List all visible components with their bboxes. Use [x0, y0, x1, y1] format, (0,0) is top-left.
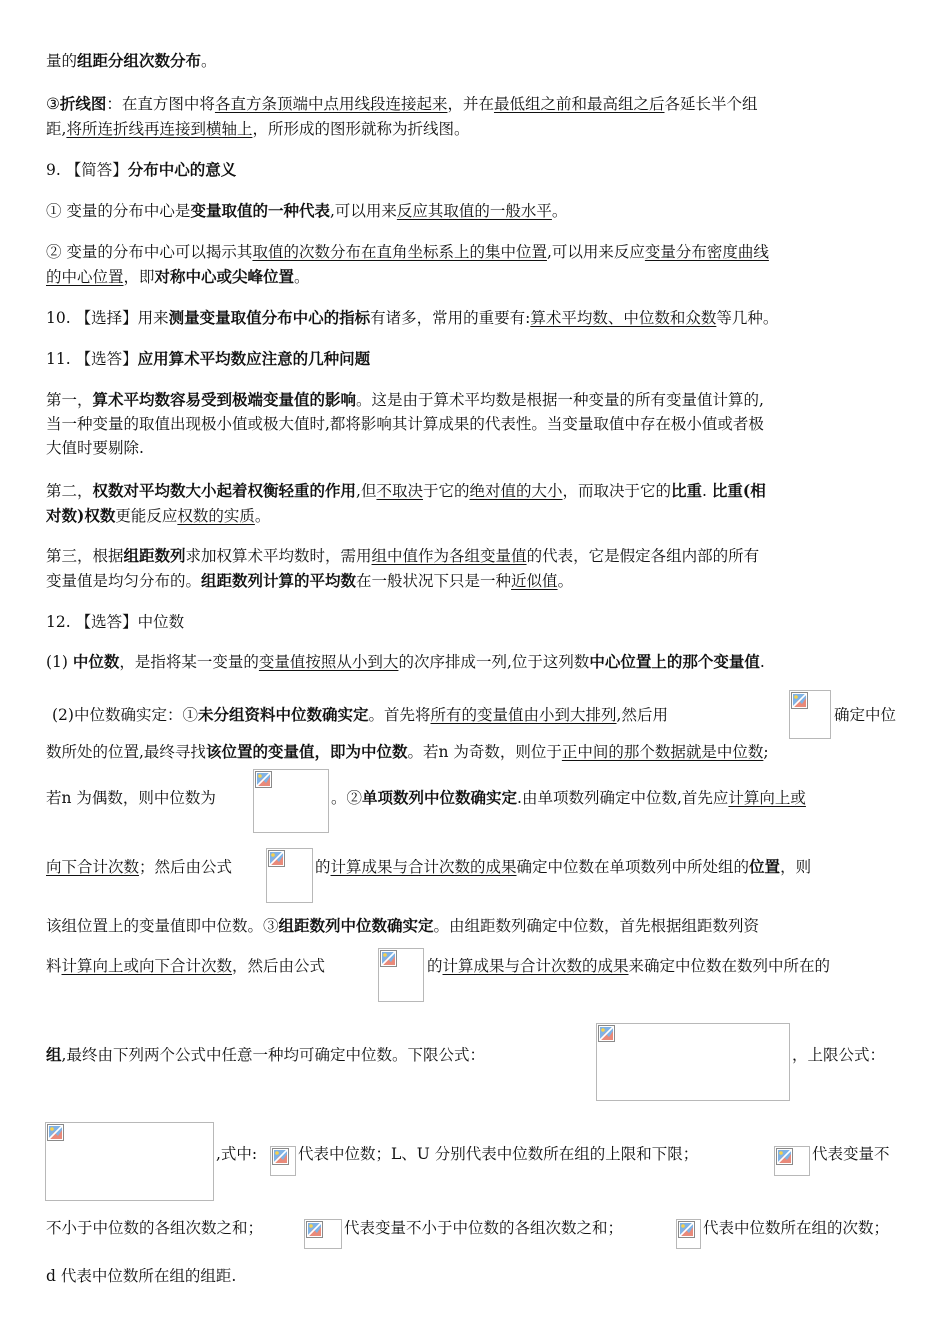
- underlined: 各直方条顶端中点用线段连接起来: [214, 95, 448, 113]
- term: 未分组资料中位数确实定: [197, 705, 369, 724]
- broken-image-icon: [47, 1124, 64, 1141]
- term: 单项数列中位数确实定: [362, 788, 518, 807]
- text: 数所处的位置,最终寻找: [46, 743, 206, 761]
- term: 权数对平均数大小起着权衡轻重的作用: [92, 481, 357, 500]
- term: 变量取值的一种代表: [190, 201, 330, 220]
- line-21: [46, 788, 216, 808]
- text: ，所形成的图形就称为折线图。: [252, 120, 470, 138]
- underlined: 计算向上或: [728, 789, 806, 807]
- line-15: [46, 546, 759, 566]
- underlined: 绝对值的大小: [469, 482, 563, 500]
- text: 的代表，它是假定各组内部的所有: [526, 547, 760, 565]
- text: 第二，: [46, 482, 93, 500]
- line-6: [46, 242, 769, 262]
- underlined: 计算成果与合计次数的成果: [442, 957, 629, 975]
- text: 该组位置上的变量值即中位数。③: [46, 917, 279, 935]
- line-12: [46, 438, 144, 458]
- text: 第三，根据: [46, 547, 124, 565]
- underlined: 最低组之前和最高组之后: [493, 95, 665, 113]
- text: 的: [315, 858, 331, 876]
- term: 中位数: [72, 652, 120, 671]
- line-25-cont: [792, 1045, 885, 1065]
- text: ,可以用来: [329, 202, 397, 220]
- section-10: [46, 308, 778, 328]
- text: ③: [46, 95, 60, 113]
- text: 。: [254, 507, 271, 525]
- broken-image-icon: [678, 1221, 695, 1238]
- line-22-cont: [315, 857, 811, 877]
- line-24: [46, 956, 325, 976]
- term: 算术平均数容易受到极端变量值的影响: [92, 390, 357, 409]
- text: .: [702, 482, 712, 500]
- broken-image-icon: [791, 692, 808, 709]
- text: 代表变量不小于中位数的各组次数之和；: [344, 1219, 624, 1237]
- line-25: [46, 1045, 485, 1065]
- line-19-end: [834, 705, 896, 725]
- term: 测量变量取值分布中心的指标: [168, 308, 371, 327]
- term: 组: [46, 1045, 62, 1064]
- text: d 代表中位数所在组的组距.: [46, 1267, 237, 1285]
- text: 12. 【选答】中位数: [46, 613, 185, 631]
- text: 各延长半个组: [664, 95, 758, 113]
- text: 若n 为偶数，则中位数为: [46, 789, 216, 807]
- term: 折线图: [59, 94, 107, 113]
- text: 料: [46, 957, 62, 975]
- term: 对称中心或尖峰位置: [154, 267, 295, 286]
- text: 确定中位数在单项数列中所处组的: [516, 858, 750, 876]
- line-5: [46, 201, 567, 221]
- term: 对数)权数: [46, 506, 116, 525]
- text: .: [759, 653, 765, 671]
- text: 不小于中位数的各组次数之和；: [46, 1219, 264, 1237]
- underlined: 取值的次数分布在直角坐标系上的集中位置: [252, 243, 547, 261]
- broken-image-icon: [380, 950, 397, 967]
- underlined: 算术平均数、中位数和众数: [530, 309, 717, 327]
- line-1: [46, 51, 217, 71]
- text: 于它的: [422, 482, 470, 500]
- line-2: [46, 94, 758, 114]
- text: ,式中:: [216, 1145, 258, 1163]
- underlined: 反应其取值的一般水平: [396, 202, 552, 220]
- upper-limit-formula-image: [45, 1122, 214, 1201]
- text: 。这是由于算术平均数是根据一种变量的所有变量值计算的,: [356, 391, 764, 409]
- term: 中心位置上的那个变量值: [589, 652, 760, 671]
- line-20: [46, 742, 769, 762]
- formula-image: [253, 769, 329, 833]
- text: 第一，: [46, 391, 93, 409]
- text: ，是指将某一变量的: [119, 653, 259, 671]
- text: 变量值是均匀分布的。: [46, 572, 202, 590]
- line-13: [46, 481, 766, 501]
- broken-image-icon: [272, 1148, 289, 1165]
- text: 代表中位数；L、U 分别代表中位数所在组的上限和下限；: [298, 1145, 699, 1163]
- text: 。由组距数列确定中位数，首先根据组距数列资: [433, 917, 760, 935]
- text: 。: [557, 572, 574, 590]
- term: 比重(相: [711, 481, 766, 500]
- underlined: 权数的实质: [177, 507, 255, 525]
- heading: 应用算术平均数应注意的几种问题: [137, 349, 371, 368]
- text: 当一种变量的取值出现极小值或极大值时,都将影响其计算成果的代表性。当变量取值中存在极小值或者极: [46, 415, 764, 433]
- underlined: 计算向上或向下合计次数: [61, 957, 233, 975]
- text: 10. 【选择】用来: [46, 309, 169, 327]
- symbol-image: [270, 1146, 296, 1176]
- text: ，则: [780, 858, 812, 876]
- underlined: 变量值按照从小到大: [258, 653, 399, 671]
- underlined: 正中间的那个数据就是中位数: [561, 743, 764, 761]
- line-26-end: [812, 1144, 890, 1164]
- text: ① 变量的分布中心是: [46, 202, 191, 220]
- underlined: 组中值作为各组变量值: [371, 547, 527, 565]
- line-28: [46, 1266, 236, 1286]
- text: 的: [427, 957, 443, 975]
- text: 9. 【简答】: [46, 161, 128, 179]
- text: 的次序排成一列,位于这列数: [398, 653, 590, 671]
- text: ，然后由公式: [232, 957, 326, 975]
- underlined: 向下合计次数: [46, 858, 140, 876]
- broken-image-icon: [776, 1148, 793, 1165]
- text: 。: [201, 52, 217, 70]
- underlined: 的中心位置: [46, 268, 124, 286]
- broken-image-icon: [598, 1025, 615, 1042]
- broken-image-icon: [306, 1221, 323, 1238]
- underlined: 变量分布密度曲线: [644, 243, 769, 261]
- text: ，上限公式：: [792, 1046, 886, 1064]
- broken-image-icon: [255, 771, 272, 788]
- lower-limit-formula-image: [596, 1023, 790, 1101]
- line-22: [46, 857, 232, 877]
- text: (2)中位数确实定：①: [52, 706, 198, 724]
- text: ：在直方图中将: [106, 95, 215, 113]
- line-27: [46, 1218, 263, 1238]
- text: 有诸多，常用的重要有:: [370, 309, 531, 327]
- line-26-cont: [298, 1144, 698, 1164]
- symbol-image: [304, 1219, 342, 1249]
- line-19: [52, 705, 668, 725]
- line-3: [46, 119, 469, 139]
- text: ，即: [123, 268, 155, 286]
- line-27-end: [703, 1218, 889, 1238]
- text: 距,: [46, 120, 67, 138]
- symbol-image: [774, 1146, 810, 1176]
- line-27-cont: [344, 1218, 623, 1238]
- text: .由单项数列确定中位数,首先应: [517, 789, 729, 807]
- symbol-image: [676, 1219, 701, 1249]
- formula-image: [378, 948, 424, 1002]
- underlined: 近似值: [511, 572, 558, 590]
- text: ,然后用: [616, 706, 668, 724]
- line-18: [46, 652, 765, 672]
- term: 组距数列中位数确实定: [278, 916, 434, 935]
- text: 。若n 为奇数，则位于: [407, 743, 562, 761]
- line-10: [46, 390, 764, 410]
- text: ；然后由公式: [139, 858, 233, 876]
- text: 确定中位: [834, 706, 897, 724]
- text: 量的: [46, 52, 78, 70]
- line-26: [216, 1144, 257, 1164]
- underlined: 计算成果与合计次数的成果: [330, 858, 517, 876]
- text: 大值时要剔除.: [46, 439, 144, 457]
- formula-image: [266, 848, 313, 903]
- text: 求加权算术平均数时，需用: [185, 547, 372, 565]
- text: 代表中位数所在组的次数；: [703, 1219, 890, 1237]
- underlined: 所有的变量值由小到大排列: [430, 706, 617, 724]
- heading: 分布中心的意义: [127, 160, 237, 179]
- text: ,可以用来反应: [546, 243, 645, 261]
- section-heading-11: [46, 349, 370, 369]
- text: 11. 【选答】: [46, 350, 138, 368]
- text: 来确定中位数在数列中所在的: [628, 957, 831, 975]
- text: 。首先将: [368, 706, 431, 724]
- text: ;: [763, 743, 769, 761]
- line-14: [46, 506, 270, 526]
- section-heading-9: [46, 160, 236, 180]
- term: 位置: [749, 857, 781, 876]
- line-24-cont: [427, 956, 830, 976]
- text: 。②: [331, 789, 363, 807]
- text: 。: [294, 268, 310, 286]
- line-16: [46, 571, 573, 591]
- line-21-cont: [331, 788, 806, 808]
- text: 。: [551, 202, 568, 220]
- term: 该位置的变量值，即为中位数: [205, 742, 408, 761]
- text: 在一般状况下只是一种: [356, 572, 512, 590]
- text: 代表变量不: [812, 1145, 890, 1163]
- text: ,最终由下列两个公式中任意一种均可确定中位数。下限公式：: [61, 1046, 485, 1064]
- line-7: [46, 267, 310, 287]
- section-heading-12: [46, 612, 184, 632]
- line-11: [46, 414, 764, 434]
- text: 更能反应: [115, 507, 178, 525]
- underlined: 不取决: [376, 482, 423, 500]
- formula-image: [789, 690, 831, 739]
- text: ,但: [356, 482, 377, 500]
- text: ② 变量的分布中心可以揭示其: [46, 243, 253, 261]
- term: 比重: [671, 481, 703, 500]
- term: 组距分组次数分布: [77, 51, 202, 70]
- term: 组距数列: [123, 546, 186, 565]
- text: 等几种。: [716, 309, 779, 327]
- text: ，并在: [447, 95, 494, 113]
- term: 组距数列计算的平均数: [201, 571, 357, 590]
- text: ，而取决于它的: [562, 482, 672, 500]
- underlined: 将所连折线再连接到横轴上: [66, 120, 253, 138]
- line-23: [46, 916, 759, 936]
- text: (1): [46, 653, 73, 671]
- broken-image-icon: [268, 850, 285, 867]
